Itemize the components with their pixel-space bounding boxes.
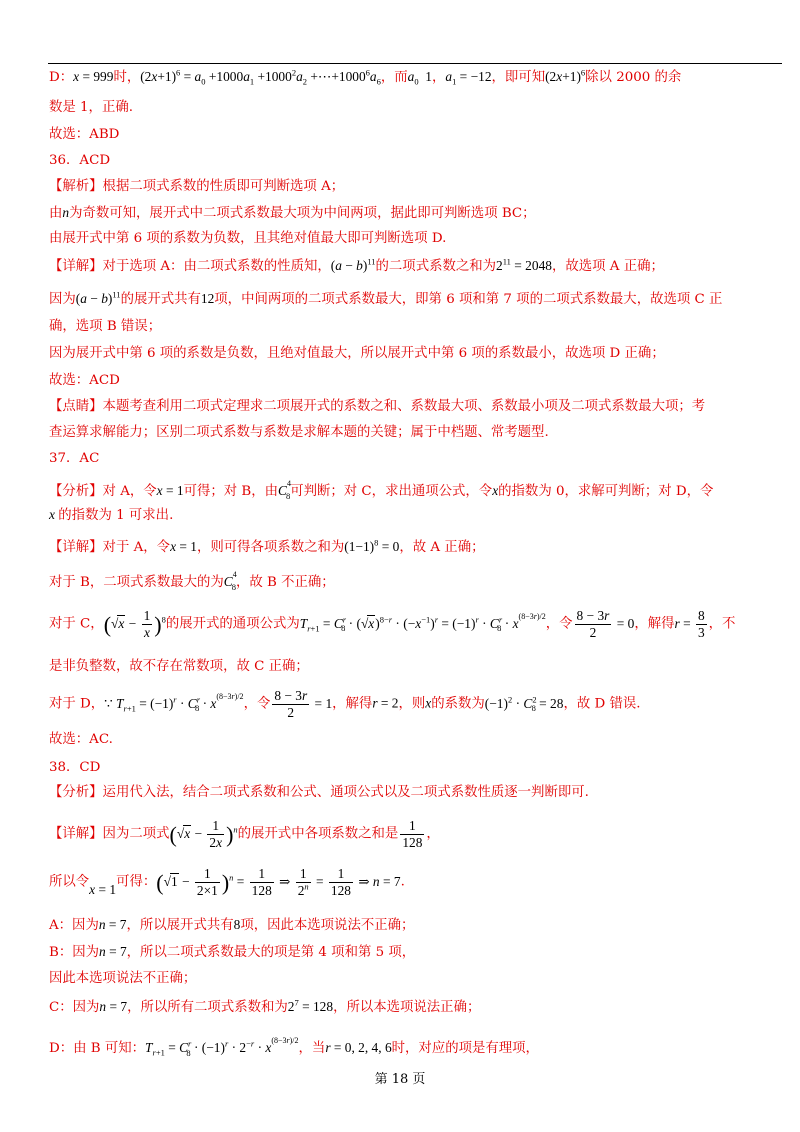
text-line: 由展开式中第 6 项的系数为负数，且其绝对值最大即可判断选项 D. [49,231,447,246]
text-line: 故选：ACD [49,373,120,388]
text-line: 【详解】因为二项式(√x − $\frac{1}{2x}$ )$^n$的展开式中各项系数之和是 $\frac{1}{128}$ ， [49,818,440,851]
text-line: 因为展开式中第 6 项的系数是负数，且绝对值最大，所以展开式中第 6 项的系数最小，故选项 D 正确； [49,346,665,361]
text-line: B：因为n = 7，所以二项式系数最大的项是第 4 项和第 5 项， [49,944,416,960]
text-line: 确，选项 B 错误； [49,319,162,334]
text-line: 所以令x = 1可得：(√1 − $\frac{1}{2\times 1}$ )$^n$ = $\frac{1}{128}$ ⇒ $\frac{1}{2^n}$ = $\frac{1}{128}$ ⇒ n = 7. [49,866,405,899]
text-line: C：因为n = 7，所以所有二项式系数和为$2^7 = 128$，所以本选项说法正确； [49,997,481,1015]
header-rule [48,63,782,64]
text-line: 因此本选项说法不正确； [49,971,197,986]
text-line: 【分析】运用代入法，结合二项式系数和公式、通项公式以及二项式系数性质逐一判断即可. [49,785,589,800]
text-line: 【解析】根据二项式系数的性质即可判断选项 A； [49,179,345,194]
question-37-header: 37．AC [49,451,100,466]
question-36-header: 36．ACD [49,153,111,168]
text-line: 对于 D，∵ $T_{r+1} = (-1)^r \cdot C^r_8 \cdot x^{(8-3r)/2}$，令 $\frac{8 - 3r}{2}$ = 1，解得r = 2，则x的系数为$(-1)^2 \cdot C^2_8 = 28$，故 D 错误. [49,688,641,721]
text-line: 【点睛】本题考查利用二项式定理求二项展开式的系数之和、系数最大项、系数最小项及二项式系数最大项；考 [49,399,706,414]
text-line: 对于 C，(√x − $\frac{1}{x}$ )$^8$的展开式的通项公式为$T_{r+1} = C^r_8 \cdot (√x)^{8-r} \cdot (-x^{-1})^r = (-1)^r \cdot C^r_8 \cdot x^{(8-3r)/2}$，令 $\frac{8 - 3r}{2}$ = 0，解得r = $\frac{8}{3}$ ，不 [49,608,736,641]
text-line: 是非负整数，故不存在常数项，故 C 正确； [49,659,309,674]
text-line: 由n为奇数可知，展开式中二项式系数最大项为中间两项，据此即可判断选项 BC； [49,205,536,221]
page-number: 第 18 页 [374,1072,426,1087]
text-line: 【详解】对于选项 A：由二项式系数的性质知，$(a - b)^{11}$的二项式系数之和为$2^{11} = 2048$，故选项 A 正确； [49,256,664,274]
text-line: 【分析】对 A，令x = 1可得；对 B，由$C^4_8$可判断；对 C，求出通项公式，令x的指数为 0，求解可判断；对 D，令 [49,479,714,501]
text-line: 故选：ABD [49,127,120,142]
text-line: 对于 B，二项式系数最大的为$C^4_8$，故 B 不正确； [49,570,335,592]
text-line: x 的指数为 1 可求出. [49,507,174,523]
text-line: 数是 1，正确. [49,100,133,115]
option-d-line: D：x = 999时，$(2x+1)^6 = a_0 +1000a_1 +1000^2a_2$ $+\cdots+1000^6a_6$，而$a_0$ 1，$a_1 = -12$，即可知$(2x+1)^6$除以 2000 的余 [49,67,682,87]
text-line: 【详解】对于 A，令x = 1，则可得各项系数之和为$(1-1)^8 = 0$，故 A 正确； [49,537,485,555]
question-38-header: 38．CD [49,760,101,775]
text-line: 查运算求解能力；区别二项式系数与系数是求解本题的关键；属于中档题、常考题型. [49,425,549,440]
text-line: D：由 B 可知：$T_{r+1} = C^r_8 \cdot (-1)^r \cdot 2^{-r} \cdot x^{(8-3r)/2}$，当r = 0, 2, 4, 6时，对应的项是有理项， [49,1036,539,1058]
text-line: A：因为n = 7，所以展开式共有8项，因此本选项说法不正确； [49,917,415,933]
text-line: 故选：AC. [49,732,113,747]
text-line: 因为$(a - b)^{11}$的展开式共有12项，中间两项的二项式系数最大，即第 6 项和第 7 项的二项式系数最大，故选项 C 正 [49,289,723,307]
